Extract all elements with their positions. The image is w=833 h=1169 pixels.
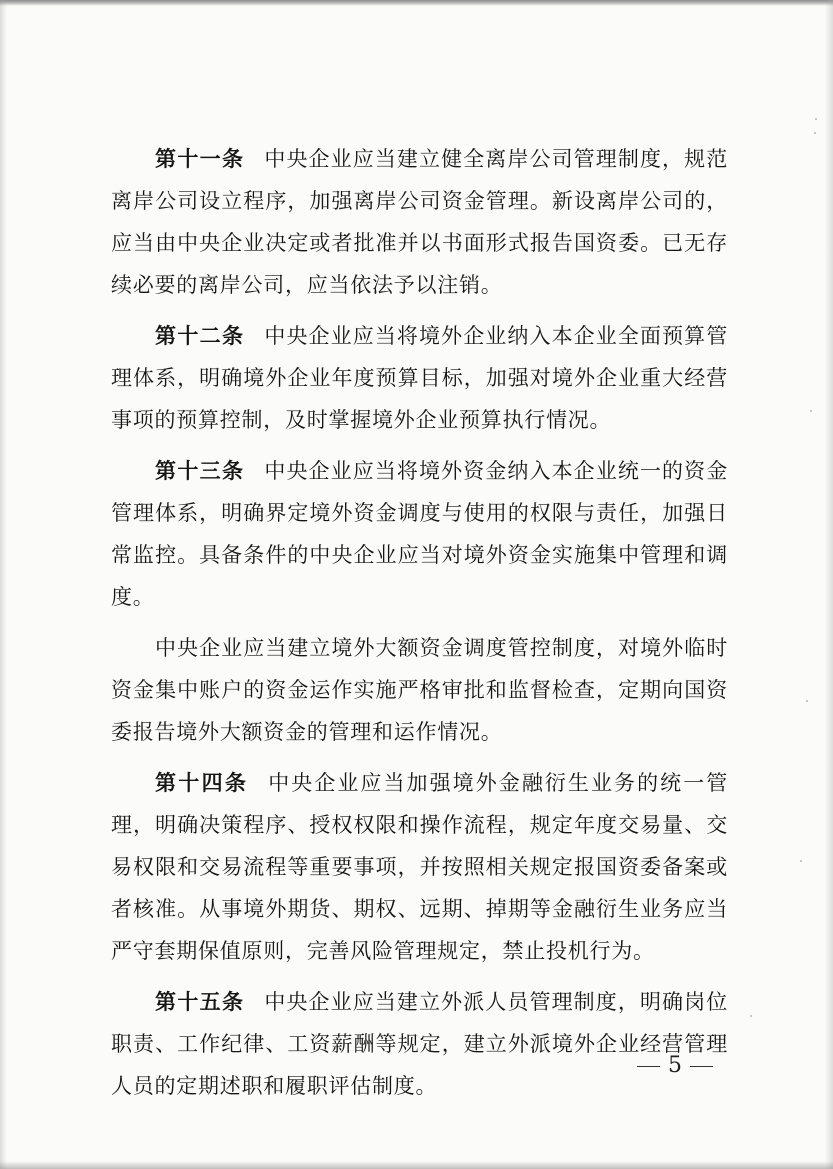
article-14-heading: 第十四条 <box>155 771 249 795</box>
article-13-additional-paragraph <box>111 627 728 753</box>
document-body <box>111 138 728 1107</box>
page-number <box>625 1052 725 1080</box>
article-14-text: 中央企业应当加强境外金融衍生业务的统一管理，明确决策程序、授权权限和操作流程，规定年度交易量、交易权限和交易流程等重要事项，并按照相关规定报国资委备案或者核准。从事境外期货、期权、远期、掉期等金融衍生业务应当严守套期保值原则，完善风险管理规定，禁止投机行为。 <box>111 771 728 963</box>
article-13-additional-text: 中央企业应当建立境外大额资金调度管控制度，对境外临时资金集中账户的资金运作实施严格审批和监督检查，定期向国资委报告境外大额资金的管理和运作情况。 <box>111 636 728 744</box>
page-number-value: 5 <box>668 1053 682 1078</box>
article-13-text: 中央企业应当将境外资金纳入本企业统一的资金管理体系，明确界定境外资金调度与使用的权限与责任，加强日常监控。具备条件的中央企业应当对境外资金实施集中管理和调度。 <box>111 459 728 609</box>
left-scan-shadow <box>0 0 7 1169</box>
article-15-paragraph <box>111 981 728 1107</box>
article-11-heading: 第十一条 <box>155 147 245 171</box>
page-number-right-dash <box>690 1066 713 1067</box>
article-12-text: 中央企业应当将境外企业纳入本企业全面预算管理体系，明确境外企业年度预算目标，加强对境外企业重大经营事项的预算控制，及时掌握境外企业预算执行情况。 <box>111 324 728 432</box>
top-scan-edge <box>0 0 833 6</box>
scan-speck <box>800 860 802 862</box>
scan-speck <box>750 1015 752 1017</box>
article-15-heading: 第十五条 <box>155 990 245 1014</box>
scan-speck <box>815 118 817 120</box>
article-12-heading: 第十二条 <box>155 324 245 348</box>
page-number-left-dash <box>637 1066 660 1067</box>
article-11-text: 中央企业应当建立健全离岸公司管理制度，规范离岸公司设立程序，加强离岸公司资金管理。新设离岸公司的，应当由中央企业决定或者批准并以书面形式报告国资委。已无存续必要的离岸公司，应当依法予以注销。 <box>111 147 728 297</box>
article-14-paragraph <box>111 762 728 972</box>
article-11-paragraph <box>111 138 728 306</box>
article-15-text: 中央企业应当建立外派人员管理制度，明确岗位职责、工作纪律、工资薪酬等规定，建立外派境外企业经营管理人员的定期述职和履职评估制度。 <box>111 990 728 1098</box>
scan-speck <box>814 132 816 134</box>
scan-speck <box>810 410 812 412</box>
article-13-paragraph <box>111 450 728 618</box>
right-scan-shadow <box>825 0 833 1169</box>
article-12-paragraph <box>111 315 728 441</box>
article-13-heading: 第十三条 <box>155 459 245 483</box>
scan-speck <box>806 700 808 702</box>
bottom-scan-edge <box>0 1161 833 1169</box>
